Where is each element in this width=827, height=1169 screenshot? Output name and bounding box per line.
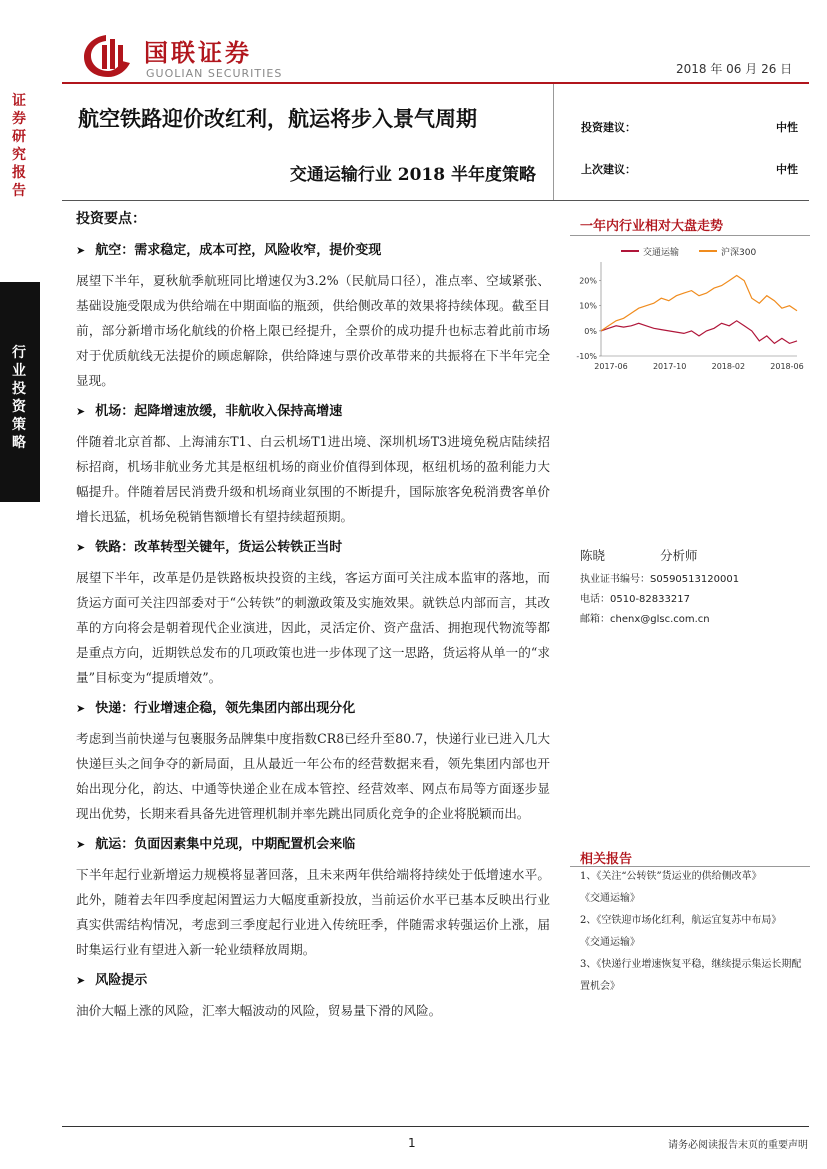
section-paragraph: 展望下半年，改革是仍是铁路板块投资的主线，客运方面可关注成本监审的落地，而货运方面可关注四部委对于“公转铁”的刺激政策及实施效果。就铁总内部而言，其改革的方向将会是朝着现代企业演进，因此，灵活定价、资产盘活、拥抱现代物流等都是重点方向，近期铁总发布的几项政策也进一步体现了这一思路，货运将从单一的“求量”目标变为“提质增效”。 [76, 570, 550, 685]
triangle-bullet-icon: ➤ [76, 405, 86, 418]
title-separator [553, 84, 554, 200]
logo-name-en: GUOLIAN SECURITIES [146, 67, 283, 80]
analyst-email[interactable]: 邮箱：chenx@glsc.com.cn [580, 614, 710, 625]
section-heading: ➤ 机场：起降增速放缓，非航收入保持高增速 [76, 404, 343, 419]
x-tick-label: 2018-06 [770, 362, 804, 371]
report-title: 航空铁路迎价改红利，航运将步入景气周期 [78, 106, 477, 131]
title-bottom-divider [62, 200, 809, 201]
section-paragraph: 油价大幅上涨的风险，汇率大幅波动的风险，贸易量下滑的风险。 [76, 1003, 442, 1018]
analyst-title: 分析师 [660, 548, 698, 563]
section-heading: ➤ 快递：行业增速企稳，领先集团内部出现分化 [76, 701, 356, 716]
rating-previous-value: 中性 [776, 163, 798, 176]
x-tick-label: 2018-02 [711, 362, 746, 371]
x-tick-label: 2017-06 [594, 362, 628, 371]
triangle-bullet-icon: ➤ [76, 541, 86, 554]
side-label-report-type-text: 证券研究报告 [12, 93, 26, 199]
section-heading: ➤ 航空：需求稳定，成本可控，风险收窄，提价变现 [76, 243, 382, 258]
rating-current-value: 中性 [776, 121, 798, 134]
investment-highlights [76, 208, 550, 1023]
analyst-name: 陈晓 [580, 548, 606, 563]
logo-name-cn: 国联证券 [144, 39, 252, 67]
series-line [601, 321, 797, 344]
logo-mark-icon [80, 31, 136, 79]
related-report-item[interactable]: 2、《空铁迎市场化红利，航运宜复苏中布局》 [580, 915, 782, 926]
side-band-category [0, 282, 40, 502]
related-report-item[interactable]: 1、《关注“公转铁”货运业的供给侧改革》 [580, 871, 762, 882]
chart-title: 一年内行业相对大盘走势 [580, 219, 724, 234]
highlights-heading: 投资要点： [76, 211, 146, 227]
analyst-cert: 执业证书编号：S0590513120001 [580, 574, 740, 585]
relative-performance-chart [565, 238, 810, 383]
triangle-bullet-icon: ➤ [76, 702, 86, 715]
section-paragraph: 下半年起行业新增运力规模将显著回落，且未来两年供给端将持续处于低增速水平。此外，随着去年四季度起闲置运力大幅度重新投放，当前运价水平已基本反映出行业真实供需结构情况，考虑到三季度起行业进入传统旺季，伴随需求转强运价上涨，届时集运行业有望进入新一轮业绩释放周期。 [76, 867, 550, 957]
legend-label: 交通运输 [643, 248, 680, 258]
chart-title-rule [570, 235, 810, 236]
section-paragraph: 展望下半年，夏秋航季航班同比增速仅为3.2%（民航局口径），准点率、空域紧张、基础设施受限成为供给端在中期面临的瓶颈，供给侧改革的效果将持续体现。截至目前，部分新增市场化航线的价格上限已经提升，全票价的成功提升也标志着此前市场对于优质航线无法提价的顾虑解除，供给降速与票价改革带来的共振将在下半年完全显现。 [76, 273, 550, 388]
x-tick-label: 2017-10 [652, 362, 687, 371]
section-heading: ➤ 铁路：改革转型关键年，货运公转铁正当时 [76, 540, 343, 555]
legend-label: 沪深300 [721, 248, 757, 258]
section-heading: ➤ 风险提示 [76, 973, 148, 988]
side-band-category-text: 行业投资策略 [12, 345, 26, 451]
y-tick-label: 10% [579, 301, 597, 311]
footer-divider [62, 1126, 809, 1127]
series-line [601, 276, 797, 331]
company-logo [80, 25, 310, 85]
y-tick-label: 0% [584, 326, 597, 336]
rating-current-label: 投资建议： [581, 121, 636, 134]
side-label-report-type [0, 82, 40, 282]
related-reports-title: 相关报告 [580, 852, 633, 867]
triangle-bullet-icon: ➤ [76, 244, 86, 257]
y-tick-label: 20% [579, 276, 597, 286]
report-subtitle: 交通运输行业 2018 半年度策略 [289, 165, 536, 185]
rating-previous-label: 上次建议： [581, 163, 636, 176]
section-paragraph: 考虑到当前快递与包裹服务品牌集中度指数CR8已经升至80.7，快递行业已进入几大快递巨头之间争夺的新局面，且从最近一年公布的经营数据来看，领先集团内部也开始出现分化，韵达、中通等快递企业在成本管控、经营效率、网点布局等方面逐步显现出优势，长期来看具备先进管理机制并率先跳出同质化竞争的企业将脱颖而出。 [76, 731, 550, 821]
footer-disclaimer: 请务必阅读报告末页的重要声明 [668, 1140, 808, 1151]
related-report-category: 《交通运输》 [580, 937, 640, 948]
triangle-bullet-icon: ➤ [76, 974, 86, 987]
header-divider [62, 82, 809, 84]
page-number: 1 [408, 1136, 416, 1150]
report-date: 2018 年 06 月 26 日 [676, 62, 793, 76]
related-report-item[interactable]: 3、《快递行业增速恢复平稳，继续提示集运长期配置机会》 [580, 959, 802, 992]
section-heading: ➤ 航运：负面因素集中兑现，中期配置机会来临 [76, 837, 356, 852]
analyst-phone: 电话：0510-82833217 [580, 594, 690, 605]
related-report-category: 《交通运输》 [580, 893, 640, 904]
section-paragraph: 伴随着北京首都、上海浦东T1、白云机场T1进出境、深圳机场T3进境免税店陆续招标招商，机场非航业务尤其是枢纽机场的商业价值得到体现，枢纽机场的盈利能力大幅提升。伴随着居民消费升级和机场商业氛围的不断提升，国际旅客免税消费客单价增长迅猛，机场免税销售额增长有望持续超预期。 [76, 434, 550, 524]
y-tick-label: -10% [576, 352, 597, 361]
triangle-bullet-icon: ➤ [76, 838, 86, 851]
